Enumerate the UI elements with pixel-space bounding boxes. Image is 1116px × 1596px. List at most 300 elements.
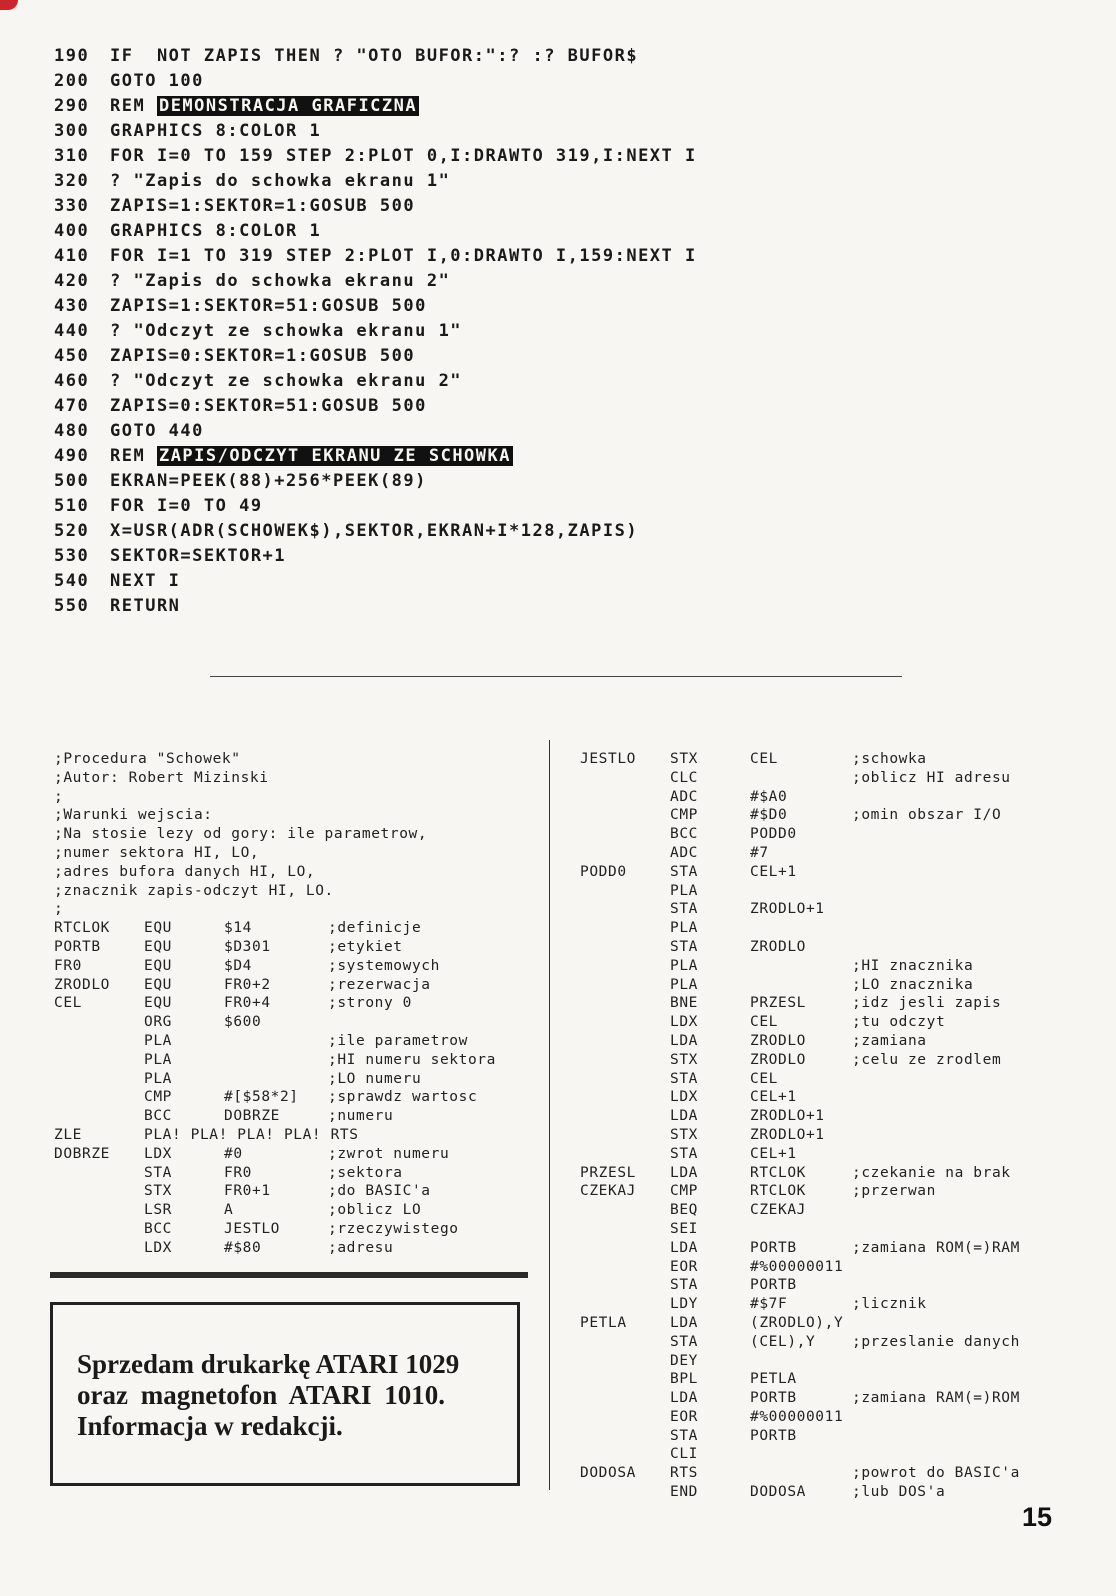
asm-label: RTCLOK [54, 920, 110, 937]
line-number: 470 [54, 396, 90, 416]
asm-label: FR0 [54, 957, 82, 974]
line-number: 480 [54, 421, 90, 441]
asm-op: STA [670, 938, 698, 955]
asm-line [580, 882, 1070, 901]
asm-arg: RTCLOK [750, 1183, 806, 1200]
asm-op: SEI [670, 1220, 698, 1237]
line-number: 420 [54, 271, 90, 291]
asm-comment: ;ile parametrow [328, 1032, 468, 1049]
asm-line [580, 1464, 1070, 1483]
asm-label: DOBRZE [54, 1145, 110, 1162]
basic-line [54, 469, 1054, 494]
asm-comment: ;etykiet [328, 938, 403, 955]
basic-line [54, 219, 1054, 244]
asm-op: BCC [144, 1108, 172, 1125]
asm-arg: CZEKAJ [750, 1202, 806, 1219]
asm-op: STA [670, 863, 698, 880]
asm-op: CMP [670, 807, 698, 824]
asm-line [54, 1164, 544, 1183]
asm-label: ; [54, 901, 64, 918]
asm-line [54, 788, 544, 807]
asm-arg: ZRODLO+1 [750, 1108, 825, 1125]
basic-code: FOR I=1 TO 319 STEP 2:PLOT I,0:DRAWTO I,159:NEXT I [110, 246, 697, 266]
asm-label: JESTLO [580, 751, 636, 767]
asm-comment: ;sprawdz wartosc [328, 1089, 478, 1106]
line-number: 540 [54, 571, 90, 591]
asm-label: PETLA [580, 1314, 627, 1331]
basic-line [54, 544, 1054, 569]
asm-comment: ;czekanie na brak [852, 1164, 1011, 1181]
page-number: 15 [1022, 1502, 1053, 1532]
asm-comment: ;oblicz HI adresu [852, 769, 1011, 786]
line-number: 500 [54, 471, 90, 491]
basic-line [54, 69, 1054, 94]
asm-line [54, 994, 544, 1013]
asm-op: ADC [670, 844, 698, 861]
basic-line [54, 194, 1054, 219]
asm-line [580, 1408, 1070, 1427]
asm-line [580, 1295, 1070, 1314]
asm-label: PORTB [54, 938, 101, 955]
asm-op: LDX [144, 1145, 172, 1162]
asm-label: ;znacznik zapis-odczyt HI, LO. [54, 882, 334, 899]
asm-line [54, 1182, 544, 1201]
basic-listing [54, 44, 1054, 619]
asm-line [580, 1107, 1070, 1126]
asm-op: STX [144, 1183, 172, 1200]
asm-arg: PORTB [750, 1277, 797, 1294]
asm-arg: CEL [750, 751, 778, 767]
asm-line [54, 976, 544, 995]
line-number: 450 [54, 346, 90, 366]
asm-comment: ;lub DOS'a [852, 1484, 946, 1501]
asm-line [54, 1013, 544, 1032]
asm-arg: DODOSA [750, 1484, 806, 1501]
inverse-text: DEMONSTRACJA GRAFICZNA [158, 96, 418, 116]
asm-line [54, 1107, 544, 1126]
asm-line [580, 1239, 1070, 1258]
asm-comment: ;adresu [328, 1239, 394, 1256]
basic-code: GRAPHICS 8:COLOR 1 [110, 121, 322, 141]
line-number: 490 [54, 446, 90, 466]
basic-line [54, 269, 1054, 294]
corner-mark [0, 0, 18, 10]
asm-arg: FR0+1 [224, 1183, 271, 1200]
asm-line [54, 1126, 544, 1145]
asm-arg: $14 [224, 920, 252, 937]
asm-line [54, 750, 544, 769]
asm-op: LDA [670, 1314, 698, 1331]
asm-comment: ;zamiana ROM(=)RAM [852, 1239, 1020, 1256]
basic-line [54, 594, 1054, 619]
asm-line [54, 1239, 544, 1258]
asm-arg: $D4 [224, 957, 252, 974]
asm-arg: #$80 [224, 1239, 262, 1256]
asm-line [580, 994, 1070, 1013]
line-number: 550 [54, 596, 90, 616]
basic-code: GOTO 100 [110, 71, 204, 91]
ad-line-1: Sprzedam drukarkę ATARI 1029 [77, 1349, 460, 1379]
asm-op: STA [670, 1427, 698, 1444]
asm-comment: ;rezerwacja [328, 976, 431, 993]
basic-line [54, 494, 1054, 519]
line-number: 200 [54, 71, 90, 91]
basic-line [54, 419, 1054, 444]
column-divider [549, 740, 550, 1490]
asm-op: PLA [670, 882, 698, 899]
asm-op: EQU [144, 957, 172, 974]
asm-op: EQU [144, 976, 172, 993]
asm-op: STX [670, 1126, 698, 1143]
asm-op: BEQ [670, 1202, 698, 1219]
basic-line [54, 144, 1054, 169]
basic-code: ZAPIS=0:SEKTOR=51:GOSUB 500 [110, 396, 427, 416]
asm-op: STA [670, 1070, 698, 1087]
asm-arg: #[$58*2] [224, 1089, 299, 1106]
line-number: 330 [54, 196, 90, 216]
asm-op: STA [144, 1164, 172, 1181]
asm-label: ZRODLO [54, 976, 110, 993]
asm-arg: #%00000011 [750, 1258, 844, 1275]
asm-line [580, 957, 1070, 976]
asm-comment: ;tu odczyt [852, 1014, 946, 1031]
asm-line [580, 1333, 1070, 1352]
section-divider [210, 676, 902, 677]
basic-line [54, 569, 1054, 594]
basic-line [54, 94, 1054, 119]
basic-code: ? "Odczyt ze schowka ekranu 1" [110, 321, 463, 341]
asm-arg: CEL+1 [750, 1145, 797, 1162]
asm-line [580, 1013, 1070, 1032]
asm-op: END [670, 1484, 698, 1501]
asm-line [580, 1314, 1070, 1333]
basic-code: NEXT I [110, 571, 181, 591]
asm-line [580, 1145, 1070, 1164]
asm-arg: A [224, 1202, 234, 1219]
asm-line [580, 825, 1070, 844]
asm-line [54, 1032, 544, 1051]
basic-code: ZAPIS=1:SEKTOR=51:GOSUB 500 [110, 296, 427, 316]
line-number: 440 [54, 321, 90, 341]
asm-comment: ;systemowych [328, 957, 440, 974]
basic-line [54, 294, 1054, 319]
asm-line [580, 844, 1070, 863]
asm-arg: ZRODLO [750, 1051, 806, 1068]
asm-comment: ;rzeczywistego [328, 1220, 459, 1237]
ad-line-3: Informacja w redakcji. [77, 1411, 343, 1441]
asm-line [580, 788, 1070, 807]
asm-comment: ;oblicz LO [328, 1202, 422, 1219]
line-number: 430 [54, 296, 90, 316]
asm-comment: ;przerwan [852, 1183, 936, 1200]
asm-comment: ;LO znacznika [852, 976, 974, 993]
asm-line [580, 1201, 1070, 1220]
asm-op: DEY [670, 1352, 698, 1369]
asm-comment: ;numeru [328, 1108, 394, 1125]
asm-line [54, 806, 544, 825]
asm-line [580, 1164, 1070, 1183]
asm-line [580, 1051, 1070, 1070]
asm-comment: ;strony 0 [328, 995, 412, 1012]
asm-listing-left [54, 750, 544, 1258]
asm-label: ;Procedura "Schowek" [54, 751, 241, 767]
line-number: 300 [54, 121, 90, 141]
asm-listing-right [580, 750, 1070, 1502]
asm-comment: ;do BASIC'a [328, 1183, 431, 1200]
asm-label: DODOSA [580, 1465, 636, 1482]
line-number: 190 [54, 46, 90, 66]
asm-comment: ;powrot do BASIC'a [852, 1465, 1020, 1482]
basic-code: REM [110, 96, 157, 116]
line-number: 510 [54, 496, 90, 516]
basic-line [54, 169, 1054, 194]
asm-line [580, 750, 1070, 769]
asm-op: EOR [670, 1408, 698, 1425]
asm-line [580, 938, 1070, 957]
asm-label: PRZESL [580, 1164, 636, 1181]
basic-code: GOTO 440 [110, 421, 204, 441]
asm-op: LDX [144, 1239, 172, 1256]
asm-line [580, 1389, 1070, 1408]
asm-line [54, 938, 544, 957]
asm-arg: PRZESL [750, 995, 806, 1012]
asm-arg: DOBRZE [224, 1108, 280, 1125]
asm-op: STX [670, 1051, 698, 1068]
asm-comment: ;licznik [852, 1296, 927, 1313]
basic-code: EKRAN=PEEK(88)+256*PEEK(89) [110, 471, 427, 491]
line-number: 530 [54, 546, 90, 566]
asm-arg: CEL [750, 1014, 778, 1031]
asm-line [54, 919, 544, 938]
asm-line [580, 1352, 1070, 1371]
asm-comment: ;idz jesli zapis [852, 995, 1002, 1012]
asm-arg: #0 [224, 1145, 243, 1162]
asm-line [580, 863, 1070, 882]
asm-comment: ;przeslanie danych [852, 1333, 1020, 1350]
asm-op: LDY [670, 1296, 698, 1313]
asm-arg: PETLA [750, 1371, 797, 1388]
asm-arg: RTCLOK [750, 1164, 806, 1181]
asm-op: BCC [144, 1220, 172, 1237]
asm-op: EQU [144, 995, 172, 1012]
basic-code: RETURN [110, 596, 181, 616]
asm-line [580, 976, 1070, 995]
asm-label: ; [54, 788, 64, 805]
asm-label: ;Na stosie lezy od gory: ile parametrow, [54, 826, 428, 843]
asm-arg: $D301 [224, 938, 271, 955]
basic-code: IF NOT ZAPIS THEN ? "OTO BUFOR:":? :? BUFOR$ [110, 46, 639, 66]
asm-line [580, 1182, 1070, 1201]
asm-line [580, 1126, 1070, 1145]
basic-line [54, 519, 1054, 544]
asm-comment: ;omin obszar I/O [852, 807, 1002, 824]
asm-op: STA [670, 1277, 698, 1294]
asm-op: BPL [670, 1371, 698, 1388]
asm-op: PLA [144, 1032, 172, 1049]
asm-op: EQU [144, 938, 172, 955]
basic-line [54, 444, 1054, 469]
basic-code: ? "Zapis do schowka ekranu 1" [110, 171, 451, 191]
asm-line [54, 844, 544, 863]
asm-arg: (ZRODLO),Y [750, 1314, 844, 1331]
asm-line [54, 863, 544, 882]
asm-label: CEL [54, 995, 82, 1012]
asm-line [580, 1370, 1070, 1389]
basic-code: FOR I=0 TO 49 [110, 496, 263, 516]
asm-arg: #$A0 [750, 788, 788, 805]
classified-ad [50, 1302, 520, 1486]
asm-line [580, 900, 1070, 919]
asm-op: PLA [670, 957, 698, 974]
asm-line [54, 1145, 544, 1164]
basic-line [54, 44, 1054, 69]
asm-arg: CEL+1 [750, 863, 797, 880]
asm-comment: ;zwrot numeru [328, 1145, 450, 1162]
asm-op: EOR [670, 1258, 698, 1275]
asm-line [580, 1445, 1070, 1464]
asm-arg: PORTB [750, 1427, 797, 1444]
asm-label: ;Warunki wejscia: [54, 807, 213, 824]
asm-comment: ;LO numeru [328, 1070, 422, 1087]
asm-line [580, 1088, 1070, 1107]
asm-line [580, 1427, 1070, 1446]
asm-op: STX [670, 751, 698, 767]
basic-code: SEKTOR=SEKTOR+1 [110, 546, 287, 566]
basic-line [54, 394, 1054, 419]
asm-arg: #$D0 [750, 807, 788, 824]
asm-line [580, 1483, 1070, 1502]
line-number: 410 [54, 246, 90, 266]
asm-op: LDA [670, 1108, 698, 1125]
asm-line [54, 900, 544, 919]
asm-op: STA [670, 1145, 698, 1162]
ad-top-rule [50, 1272, 528, 1278]
asm-op: PLA [144, 1051, 172, 1068]
asm-op: LDA [670, 1032, 698, 1049]
asm-arg: ZRODLO [750, 1032, 806, 1049]
asm-op: EQU [144, 920, 172, 937]
line-number: 460 [54, 371, 90, 391]
asm-line [54, 957, 544, 976]
asm-arg: #$7F [750, 1296, 788, 1313]
asm-line [54, 825, 544, 844]
basic-code: GRAPHICS 8:COLOR 1 [110, 221, 322, 241]
asm-op: LSR [144, 1202, 172, 1219]
asm-op: BCC [670, 826, 698, 843]
asm-arg: #7 [750, 844, 769, 861]
asm-arg: JESTLO [224, 1220, 280, 1237]
basic-line [54, 344, 1054, 369]
basic-code: ? "Odczyt ze schowka ekranu 2" [110, 371, 463, 391]
asm-op: PLA! PLA! PLA! PLA! RTS [144, 1126, 359, 1143]
asm-comment: ;zamiana [852, 1032, 927, 1049]
asm-arg: $600 [224, 1014, 262, 1031]
asm-line [580, 1276, 1070, 1295]
basic-code: REM [110, 446, 157, 466]
asm-op: CMP [144, 1089, 172, 1106]
line-number: 520 [54, 521, 90, 541]
asm-op: LDA [670, 1390, 698, 1407]
asm-comment: ;celu ze zrodlem [852, 1051, 1002, 1068]
asm-op: LDA [670, 1164, 698, 1181]
asm-line [54, 1088, 544, 1107]
asm-arg: ZRODLO+1 [750, 901, 825, 918]
asm-label: ZLE [54, 1126, 82, 1143]
inverse-text: ZAPIS/ODCZYT EKRANU ZE SCHOWKA [158, 446, 511, 466]
asm-arg: FR0 [224, 1164, 252, 1181]
asm-op: PLA [144, 1070, 172, 1087]
asm-line [580, 1032, 1070, 1051]
asm-op: PLA [670, 920, 698, 937]
basic-line [54, 369, 1054, 394]
asm-line [54, 1220, 544, 1239]
line-number: 290 [54, 96, 90, 116]
line-number: 310 [54, 146, 90, 166]
asm-comment: ;HI numeru sektora [328, 1051, 496, 1068]
asm-label: ;adres bufora danych HI, LO, [54, 863, 316, 880]
asm-arg: PODD0 [750, 826, 797, 843]
ad-line-2: oraz magnetofon ATARI 1010. [77, 1380, 445, 1410]
asm-op: CLI [670, 1446, 698, 1463]
basic-code: X=USR(ADR(SCHOWEK$),SEKTOR,EKRAN+I*128,ZAPIS) [110, 521, 639, 541]
asm-line [580, 919, 1070, 938]
asm-comment: ;definicje [328, 920, 422, 937]
asm-line [580, 769, 1070, 788]
asm-op: BNE [670, 995, 698, 1012]
asm-comment: ;HI znacznika [852, 957, 974, 974]
asm-arg: FR0+2 [224, 976, 271, 993]
asm-op: STA [670, 1333, 698, 1350]
asm-arg: (CEL),Y [750, 1333, 816, 1350]
asm-line [580, 1070, 1070, 1089]
asm-label: CZEKAJ [580, 1183, 636, 1200]
asm-comment: ;zamiana RAM(=)ROM [852, 1390, 1020, 1407]
asm-line [54, 1051, 544, 1070]
basic-line [54, 244, 1054, 269]
asm-label: PODD0 [580, 863, 627, 880]
asm-arg: CEL [750, 1070, 778, 1087]
asm-line [580, 1220, 1070, 1239]
asm-arg: PORTB [750, 1239, 797, 1256]
asm-arg: ZRODLO+1 [750, 1126, 825, 1143]
asm-op: ORG [144, 1014, 172, 1031]
asm-line [54, 1070, 544, 1089]
basic-code: ZAPIS=0:SEKTOR=1:GOSUB 500 [110, 346, 416, 366]
line-number: 400 [54, 221, 90, 241]
asm-comment: ;sektora [328, 1164, 403, 1181]
asm-label: ;Autor: Robert Mizinski [54, 769, 269, 786]
asm-op: ADC [670, 788, 698, 805]
asm-label: ;numer sektora HI, LO, [54, 844, 260, 861]
asm-op: LDX [670, 1014, 698, 1031]
basic-line [54, 319, 1054, 344]
asm-arg: PORTB [750, 1390, 797, 1407]
basic-line [54, 119, 1054, 144]
asm-line [580, 806, 1070, 825]
asm-line [580, 1258, 1070, 1277]
asm-op: RTS [670, 1465, 698, 1482]
asm-op: STA [670, 901, 698, 918]
asm-arg: #%00000011 [750, 1408, 844, 1425]
asm-op: CMP [670, 1183, 698, 1200]
asm-line [54, 882, 544, 901]
asm-arg: CEL+1 [750, 1089, 797, 1106]
line-number: 320 [54, 171, 90, 191]
asm-op: PLA [670, 976, 698, 993]
asm-op: LDA [670, 1239, 698, 1256]
asm-comment: ;schowka [852, 751, 927, 767]
asm-line [54, 769, 544, 788]
